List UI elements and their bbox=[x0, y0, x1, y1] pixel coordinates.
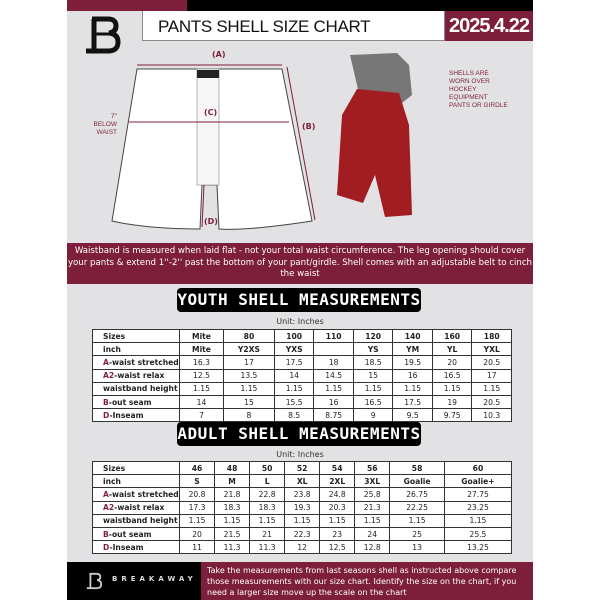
measure-label: -Inseam bbox=[109, 542, 144, 552]
measure-code: A bbox=[103, 489, 109, 499]
table-cell: YXS bbox=[274, 343, 314, 356]
table-cell: 10.3 bbox=[472, 409, 512, 422]
table-cell: 1.15 bbox=[250, 514, 285, 527]
table-cell: Y2XS bbox=[223, 343, 274, 356]
table-cell: 17.3 bbox=[180, 501, 215, 514]
measure-code: A bbox=[103, 357, 109, 367]
table-cell: 12 bbox=[285, 541, 320, 554]
table-cell: YXL bbox=[472, 343, 512, 356]
table-cell: 1.15 bbox=[314, 382, 354, 395]
row-label bbox=[93, 343, 180, 356]
measure-label: waistband height bbox=[103, 384, 178, 394]
table-cell: 11.3 bbox=[250, 541, 285, 554]
table-cell: 21.5 bbox=[215, 527, 250, 540]
shell-note: SHELLS ARE WORN OVER HOCKEY EQUIPMENT PANTS OR GIRDLE bbox=[449, 70, 508, 109]
table-row bbox=[93, 395, 512, 408]
table-cell: 14.5 bbox=[314, 369, 354, 382]
table-cell: 48 bbox=[215, 462, 250, 475]
table-cell: 25 bbox=[390, 527, 445, 540]
table-cell: 13 bbox=[390, 541, 445, 554]
table-row bbox=[93, 527, 512, 540]
size-chart-page bbox=[67, 0, 533, 600]
table-cell: 52 bbox=[285, 462, 320, 475]
adult-unit: Unit: Inches bbox=[276, 450, 324, 459]
table-cell: 11 bbox=[180, 541, 215, 554]
table-row bbox=[93, 488, 512, 501]
table-cell: 12.5 bbox=[180, 369, 224, 382]
measure-label: waistband height bbox=[103, 516, 178, 526]
row-label bbox=[93, 356, 180, 369]
pants-diagram bbox=[67, 45, 533, 240]
row-label bbox=[93, 330, 180, 343]
table-cell: 25.8 bbox=[355, 488, 390, 501]
table-cell: 1.15 bbox=[180, 514, 215, 527]
measure-label: -waist relax bbox=[114, 503, 165, 513]
table-cell: 21.3 bbox=[355, 501, 390, 514]
row-label bbox=[93, 501, 180, 514]
top-bar-accent bbox=[67, 0, 187, 11]
table-cell: 1.15 bbox=[390, 514, 445, 527]
youth-table bbox=[92, 329, 512, 422]
table-cell: 1.15 bbox=[215, 514, 250, 527]
table-cell: 54 bbox=[320, 462, 355, 475]
measure-label: -waist relax bbox=[114, 371, 165, 381]
row-label bbox=[93, 541, 180, 554]
table-cell: 19.3 bbox=[285, 501, 320, 514]
measure-code: B bbox=[103, 397, 109, 407]
table-row bbox=[93, 330, 512, 343]
measure-label: -waist stretched bbox=[108, 357, 179, 367]
footer-brand-panel bbox=[67, 562, 201, 600]
table-cell: 17.5 bbox=[393, 395, 433, 408]
table-cell: 11.3 bbox=[215, 541, 250, 554]
table-cell: 20 bbox=[432, 356, 472, 369]
table-cell: 15.5 bbox=[274, 395, 314, 408]
table-cell: 1.15 bbox=[223, 382, 274, 395]
table-cell: 22.25 bbox=[390, 501, 445, 514]
table-row bbox=[93, 514, 512, 527]
table-cell: 1.15 bbox=[320, 514, 355, 527]
adult-table bbox=[92, 461, 512, 554]
table-cell: 27.75 bbox=[444, 488, 511, 501]
table-cell: XL bbox=[285, 475, 320, 488]
measure-code: D bbox=[103, 410, 110, 420]
row-label bbox=[93, 382, 180, 395]
table-cell: 23.25 bbox=[444, 501, 511, 514]
table-cell: 1.15 bbox=[432, 382, 472, 395]
table-cell: 120 bbox=[353, 330, 393, 343]
table-cell: 20.3 bbox=[320, 501, 355, 514]
table-cell: 1.15 bbox=[274, 382, 314, 395]
table-cell: 1.15 bbox=[180, 382, 224, 395]
table-row bbox=[93, 541, 512, 554]
table-cell: 20.5 bbox=[472, 356, 512, 369]
table-cell: 20.5 bbox=[472, 395, 512, 408]
measure-label: inch bbox=[103, 476, 121, 486]
label-a: (A) bbox=[212, 50, 226, 59]
table-cell: 3XL bbox=[355, 475, 390, 488]
table-cell: 1.15 bbox=[353, 382, 393, 395]
table-cell: Mite bbox=[180, 343, 224, 356]
table-cell: 1.15 bbox=[472, 382, 512, 395]
table-cell: 15 bbox=[223, 395, 274, 408]
table-cell: 140 bbox=[393, 330, 433, 343]
measure-label: -waist stretched bbox=[108, 489, 179, 499]
measure-code: B bbox=[103, 529, 109, 539]
footer bbox=[67, 562, 533, 600]
table-cell: 46 bbox=[180, 462, 215, 475]
table-cell: 14 bbox=[180, 395, 224, 408]
table-cell: 15 bbox=[353, 369, 393, 382]
measure-label: inch bbox=[103, 344, 121, 354]
table-cell: 24 bbox=[355, 527, 390, 540]
table-row bbox=[93, 475, 512, 488]
table-cell: 13.25 bbox=[444, 541, 511, 554]
table-cell: 12.5 bbox=[320, 541, 355, 554]
table-cell: YM bbox=[393, 343, 433, 356]
table-cell: 50 bbox=[250, 462, 285, 475]
table-cell: 17 bbox=[223, 356, 274, 369]
row-label bbox=[93, 475, 180, 488]
table-cell: 8 bbox=[223, 409, 274, 422]
table-cell: 18 bbox=[314, 356, 354, 369]
table-cell: 60 bbox=[444, 462, 511, 475]
table-row bbox=[93, 462, 512, 475]
table-cell: 17.5 bbox=[274, 356, 314, 369]
measure-label: Sizes bbox=[103, 331, 126, 341]
table-cell: 2XL bbox=[320, 475, 355, 488]
table-cell bbox=[314, 343, 354, 356]
table-row bbox=[93, 369, 512, 382]
table-cell: YS bbox=[353, 343, 393, 356]
table-cell: 17 bbox=[472, 369, 512, 382]
youth-title: YOUTH SHELL MEASUREMENTS bbox=[177, 288, 421, 312]
table-row bbox=[93, 501, 512, 514]
brand-name: BREAKAWAY bbox=[112, 575, 197, 583]
table-cell: L bbox=[250, 475, 285, 488]
table-cell: Mite bbox=[180, 330, 224, 343]
measure-code: A2 bbox=[103, 503, 115, 513]
table-cell: 13.5 bbox=[223, 369, 274, 382]
page-title: PANTS SHELL SIZE CHART bbox=[158, 17, 371, 36]
date-badge: 2025.4.22 bbox=[445, 11, 533, 41]
row-label bbox=[93, 527, 180, 540]
measure-code: A2 bbox=[103, 371, 115, 381]
table-cell: 21 bbox=[250, 527, 285, 540]
row-label bbox=[93, 514, 180, 527]
table-cell: 20 bbox=[180, 527, 215, 540]
table-cell: 110 bbox=[314, 330, 354, 343]
table-cell: 19.5 bbox=[393, 356, 433, 369]
row-label bbox=[93, 395, 180, 408]
table-cell: 58 bbox=[390, 462, 445, 475]
table-cell: Goalie+ bbox=[444, 475, 511, 488]
row-label bbox=[93, 409, 180, 422]
footer-instructions: Take the measurements from last seasons shell as instructed above compare those measurements with our size chart. Identify the size on the chart, if you need a larger size move up the scale on the chart bbox=[201, 562, 533, 600]
row-label bbox=[93, 369, 180, 382]
table-cell: 18.5 bbox=[353, 356, 393, 369]
label-c: (C) bbox=[204, 108, 218, 117]
table-cell: 12.8 bbox=[355, 541, 390, 554]
table-cell: 16 bbox=[393, 369, 433, 382]
table-cell: 16.5 bbox=[432, 369, 472, 382]
below-waist-note: 7'' BELOW WAIST bbox=[93, 113, 117, 136]
label-b: (B) bbox=[302, 122, 316, 131]
table-cell: 25.5 bbox=[444, 527, 511, 540]
table-cell: 22.3 bbox=[285, 527, 320, 540]
table-cell: 22.8 bbox=[250, 488, 285, 501]
table-cell: 9.75 bbox=[432, 409, 472, 422]
table-cell: 23 bbox=[320, 527, 355, 540]
table-row bbox=[93, 356, 512, 369]
table-cell: 1.15 bbox=[355, 514, 390, 527]
measure-code: D bbox=[103, 542, 110, 552]
table-cell: 24.8 bbox=[320, 488, 355, 501]
youth-unit: Unit: Inches bbox=[276, 317, 324, 326]
table-cell: 16.3 bbox=[180, 356, 224, 369]
table-cell: 56 bbox=[355, 462, 390, 475]
table-cell: 14 bbox=[274, 369, 314, 382]
table-cell: YL bbox=[432, 343, 472, 356]
row-label bbox=[93, 488, 180, 501]
waistband-note: Waistband is measured when laid flat - not your total waist circumference. The leg opening should cover your pants & extend 1''-2'' past the bottom of your pant/girdle. Shell comes with an adjustable belt to cinch the waist bbox=[67, 243, 533, 284]
table-cell: 1.15 bbox=[444, 514, 511, 527]
row-label bbox=[93, 462, 180, 475]
label-d: (D) bbox=[204, 217, 218, 226]
table-cell: M bbox=[215, 475, 250, 488]
table-row bbox=[93, 382, 512, 395]
table-cell: 7 bbox=[180, 409, 224, 422]
table-cell: 18.3 bbox=[250, 501, 285, 514]
table-cell: S bbox=[180, 475, 215, 488]
table-cell: 8.75 bbox=[314, 409, 354, 422]
table-cell: Goalie bbox=[390, 475, 445, 488]
measure-label: -Inseam bbox=[109, 410, 144, 420]
table-cell: 160 bbox=[432, 330, 472, 343]
table-cell: 21.8 bbox=[215, 488, 250, 501]
table-cell: 1.15 bbox=[285, 514, 320, 527]
table-cell: 9.5 bbox=[393, 409, 433, 422]
table-cell: 16 bbox=[314, 395, 354, 408]
table-cell: 18.3 bbox=[215, 501, 250, 514]
title-box bbox=[142, 11, 445, 41]
top-bar bbox=[187, 0, 533, 11]
adult-title: ADULT SHELL MEASUREMENTS bbox=[177, 422, 421, 446]
table-row bbox=[93, 343, 512, 356]
breakaway-small-logo-icon bbox=[85, 572, 103, 590]
table-cell: 19 bbox=[432, 395, 472, 408]
measure-label: -out seam bbox=[108, 529, 152, 539]
table-cell: 26.75 bbox=[390, 488, 445, 501]
table-cell: 20.8 bbox=[180, 488, 215, 501]
table-cell: 16.5 bbox=[353, 395, 393, 408]
table-cell: 9 bbox=[353, 409, 393, 422]
measure-label: Sizes bbox=[103, 463, 126, 473]
table-cell: 180 bbox=[472, 330, 512, 343]
table-cell: 23.8 bbox=[285, 488, 320, 501]
table-cell: 100 bbox=[274, 330, 314, 343]
table-cell: 8.5 bbox=[274, 409, 314, 422]
measure-label: -out seam bbox=[108, 397, 152, 407]
table-cell: 80 bbox=[223, 330, 274, 343]
table-cell: 1.15 bbox=[393, 382, 433, 395]
table-row bbox=[93, 409, 512, 422]
